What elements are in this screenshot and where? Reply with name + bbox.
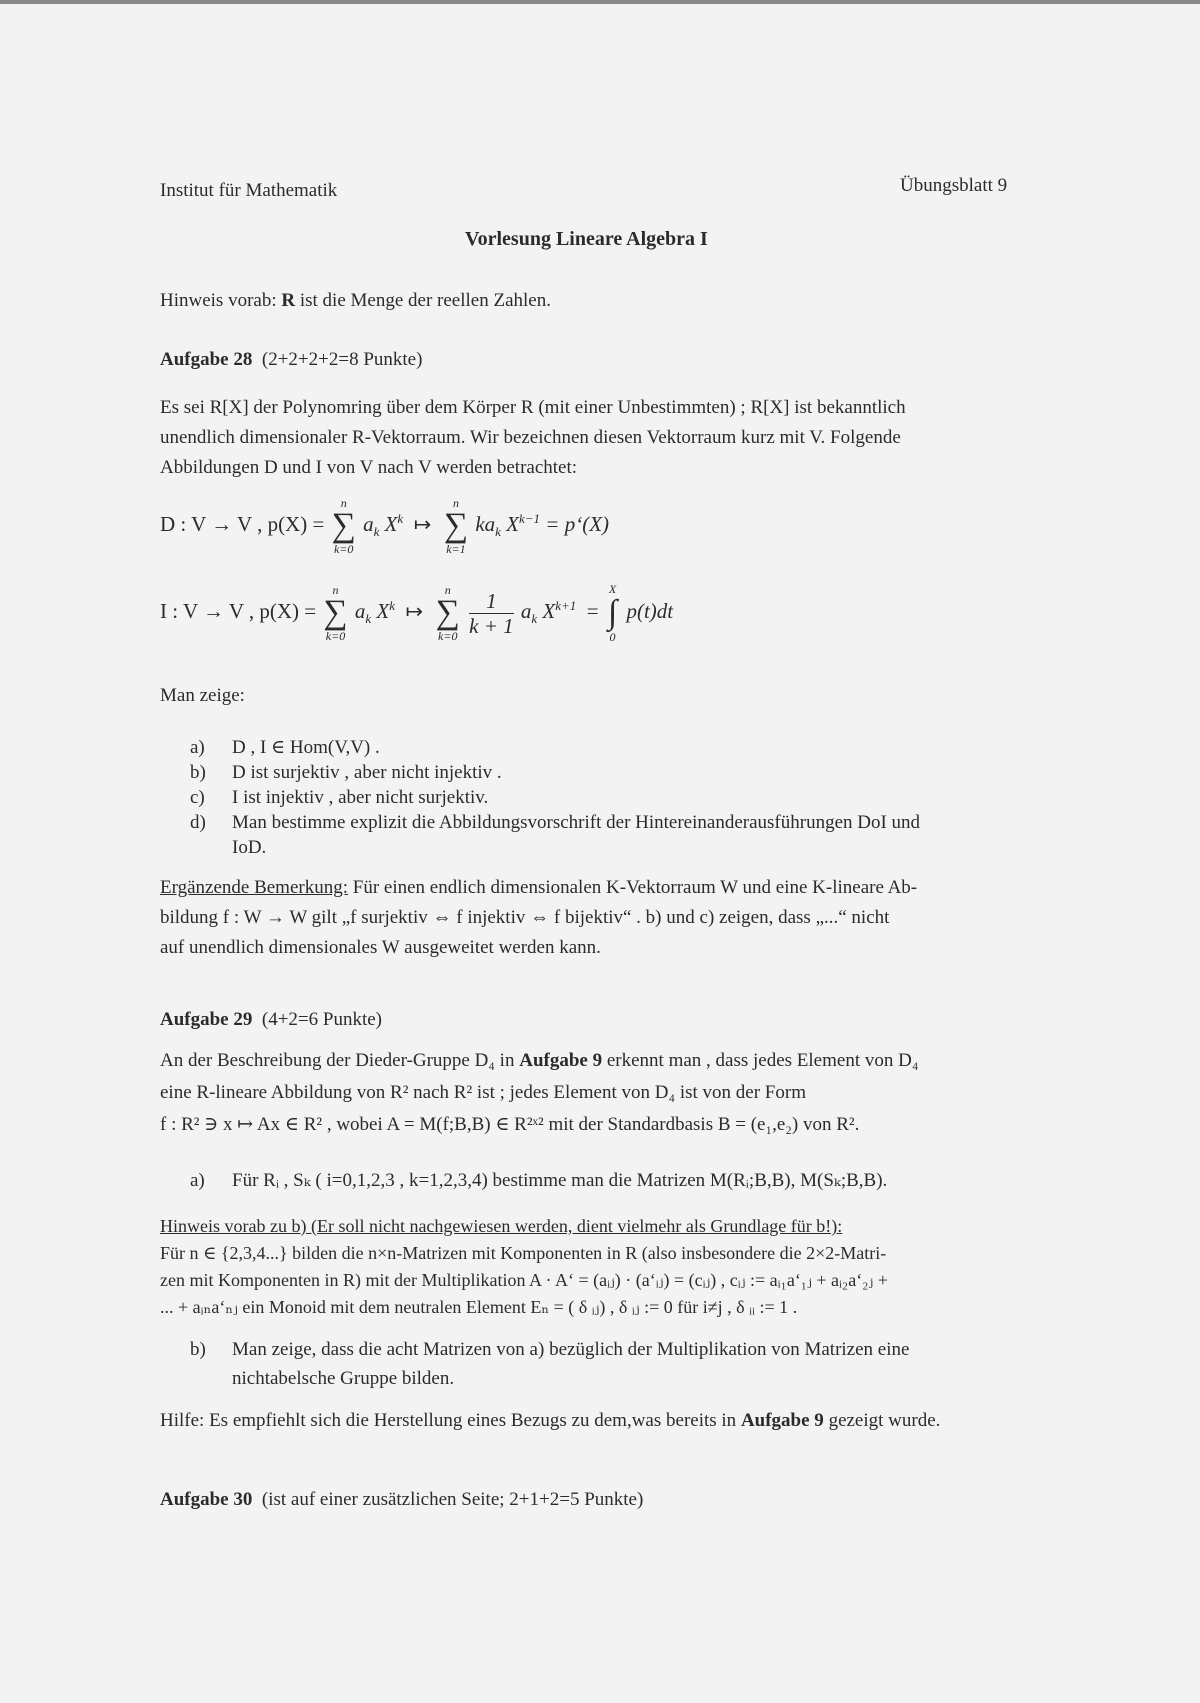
sheet-label: Übungsblatt 9 <box>900 175 1008 196</box>
maps-to: ↦ <box>405 598 424 623</box>
sum-upper: n <box>332 583 339 597</box>
task30-heading <box>160 1485 643 1515</box>
remark-line2: bildung f : W → W gilt „f surjektiv ⇔ f injektiv ⇔ f bijektiv“ . b) und c) zeigen, dass „...“ nicht <box>160 907 890 928</box>
sum-lower: k=0 <box>333 542 354 556</box>
integrand: p(t)dt <box>626 598 674 623</box>
task29-intro-line2: eine R-lineare Abbildung von R² nach R² ist ; jedes Element von D₄ ist von der Form <box>160 1082 806 1103</box>
task29-heading <box>160 1005 382 1035</box>
term-akXk: $a_k$ $X^k$ <box>354 597 396 626</box>
notice-rest: ist die Menge der reellen Zahlen. <box>295 290 551 311</box>
sigma: ∑ <box>435 594 460 631</box>
help-a: Hilfe: Es empfiehlt sich die Herstellung eines Bezugs zu dem,was bereits in <box>160 1410 741 1431</box>
help-b: Aufgabe 9 <box>740 1410 824 1431</box>
sum-lower: k=1 <box>446 542 466 556</box>
task29-help <box>160 1406 940 1436</box>
task29-intro-1c: erkennt man , dass jedes Element von D₄ <box>602 1050 919 1071</box>
sum-upper: n <box>452 496 459 510</box>
task28-intro-line3: Abbildungen D und I von V nach V werden betrachtet: <box>160 457 578 478</box>
formula-I: I : V → V , p(X) = n ∑ k=0 $a_k$ $X^k$ ↦ n ∑ k=0 $\frac{1}{k + 1}$ $a_k$ $X^{k+1}$ = X ∫ 0 p(t)dt <box>160 582 674 644</box>
task30-label: Aufgabe 30 <box>160 1489 253 1510</box>
sum-lower: k=0 <box>438 629 458 643</box>
list-item: c) I ist injektiv , aber nicht surjektiv. <box>190 787 489 808</box>
remark-line3: auf unendlich dimensionales W ausgeweitet werden kann. <box>160 937 601 958</box>
derivative: = p‘(X) <box>545 511 610 536</box>
task29-intro-1b: Aufgabe 9 <box>519 1050 603 1071</box>
sigma: ∑ <box>443 507 469 544</box>
task29-item-b <box>190 1335 1092 1393</box>
formula-I-prefix: I : V → V , p(X) = <box>160 598 322 623</box>
task28-label: Aufgabe 28 <box>160 349 253 370</box>
formula-D <box>160 497 609 555</box>
integral-sign: ∫ <box>607 594 618 631</box>
notice-bold: R <box>281 290 296 311</box>
task28-points: (2+2+2+2=8 Punkte) <box>261 349 423 370</box>
task29-hint <box>160 1213 1085 1321</box>
list-item: IoD. <box>232 837 267 858</box>
task28-items <box>190 735 1092 860</box>
list-item: b) D ist surjektiv , aber nicht injektiv . <box>190 762 502 783</box>
sum-lower: k=0 <box>325 629 346 643</box>
hint-line2: zen mit Komponenten in R) mit der Multiplikation A · A‘ = (aᵢⱼ) · (a‘ᵢⱼ) = (cᵢⱼ) , cᵢⱼ := aᵢ₁a‘₁ⱼ + aᵢ₂a‘₂ⱼ + <box>160 1270 888 1290</box>
sum-symbol <box>323 584 347 642</box>
task29-label: Aufgabe 29 <box>160 1009 253 1030</box>
task30-points: (ist auf einer zusätzlichen Seite; 2+1+2=5 Punkte) <box>261 1489 644 1510</box>
integral-lower: 0 <box>609 630 616 644</box>
sum-symbol <box>332 497 356 555</box>
fraction-numerator: 1 <box>469 589 514 614</box>
sigma: ∑ <box>331 507 356 544</box>
remark-label: Ergänzende Bemerkung: <box>160 877 348 898</box>
task28-intro <box>160 393 1085 483</box>
sum-symbol <box>436 584 460 642</box>
list-item: b) Man zeige, dass die acht Matrizen von a) bezüglich der Multiplikation von Matrizen eine <box>190 1339 910 1360</box>
sum-upper: n <box>340 496 347 510</box>
sum-upper: n <box>444 583 451 597</box>
remark-line1: Für einen endlich dimensionalen K-Vektorraum W und eine K-lineare Ab- <box>348 877 918 898</box>
list-item: d) Man bestimme explizit die Abbildungsvorschrift der Hintereinanderausführungen DoI und <box>190 812 921 833</box>
show-label: Man zeige: <box>160 685 245 706</box>
hint-line3: ... + aᵢₙa‘ₙⱼ ein Monoid mit dem neutralen Element Eₙ = ( δ ᵢⱼ) , δ ᵢⱼ := 0 für i≠j , δ ᵢᵢ := 1 . <box>160 1297 798 1317</box>
fraction <box>469 589 514 638</box>
scan-edge <box>0 0 1200 4</box>
term-kakXk-1: $ka_k$ $X^{k-1}$ <box>475 510 541 539</box>
integral-upper: X <box>608 582 617 596</box>
list-item: a) D , I ∈ Hom(V,V) . <box>190 737 380 758</box>
maps-to: ↦ <box>413 511 432 536</box>
task29-points: (4+2=6 Punkte) <box>261 1009 382 1030</box>
formula-D-prefix: D : V → V , p(X) = <box>160 511 330 536</box>
task28-heading <box>160 345 422 375</box>
lecture-title: Vorlesung Lineare Algebra I <box>465 228 708 250</box>
sum-symbol <box>444 497 468 555</box>
notice <box>160 286 551 316</box>
task29-item-a <box>190 1168 1092 1193</box>
hint-line1: Für n ∈ {2,3,4...} bilden die n×n-Matrizen mit Komponenten in R (also insbesondere die 2×2-Matri- <box>160 1243 887 1263</box>
help-c: gezeigt wurde. <box>823 1410 941 1431</box>
notice-prefix: Hinweis vorab: <box>160 290 282 311</box>
list-item: nichtabelsche Gruppe bilden. <box>232 1368 455 1389</box>
integral <box>608 583 617 643</box>
task28-remark <box>160 873 1085 963</box>
hint-label: Hinweis vorab zu b) (Er soll nicht nachgewiesen werden, dient vielmehr als Grundlage für b!): <box>160 1216 843 1236</box>
term-akXk: $a_k$ $X^k$ <box>363 510 404 539</box>
task29-intro <box>160 1045 1085 1141</box>
institute-label: Institut für Mathematik <box>160 180 338 201</box>
sigma: ∑ <box>323 594 348 631</box>
term-akXk+1: $a_k$ $X^{k+1}$ <box>520 597 577 626</box>
task28-intro-line1: Es sei R[X] der Polynomring über dem Körper R (mit einer Unbestimmten) ; R[X] ist bekanntlich <box>160 397 906 418</box>
task28-intro-line2: unendlich dimensionaler R-Vektorraum. Wir bezeichnen diesen Vektorraum kurz mit V. Folgende <box>160 427 901 448</box>
fraction-denominator: k + 1 <box>469 613 514 638</box>
task29-intro-1a: An der Beschreibung der Dieder-Gruppe D₄ in <box>160 1050 520 1071</box>
task29-intro-line3: f : R² ∋ x ↦ Ax ∈ R² , wobei A = M(f;B,B) ∈ R²ˣ² mit der Standardbasis B = (e₁,e₂) von R². <box>160 1114 860 1135</box>
list-item: a) Für Rᵢ , Sₖ ( i=0,1,2,3 , k=1,2,3,4) bestimme man die Matrizen M(Rᵢ;B,B), M(Sₖ;B,B). <box>190 1170 888 1191</box>
